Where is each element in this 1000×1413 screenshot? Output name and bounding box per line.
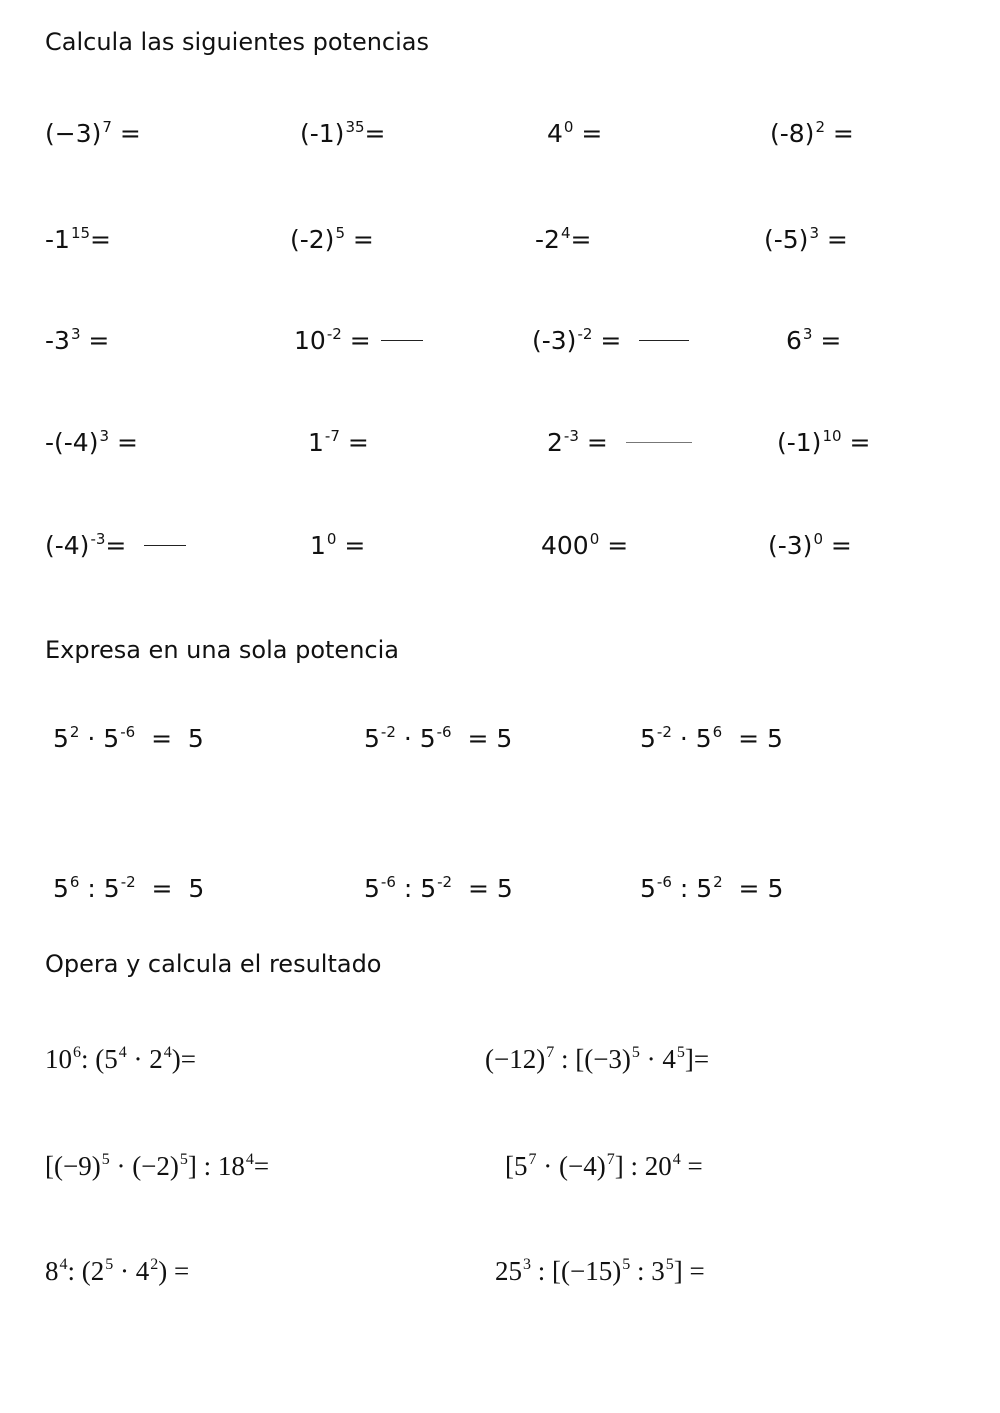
exercise-single-power: $5^6$ : $5^{-2} = 5$ — [53, 873, 205, 903]
section-title-calcula: Calcula las siguientes potencias — [45, 28, 429, 56]
exercise-single-power: $5^{-2} \cdot 5^{-6} = 5$ — [364, 723, 513, 753]
exercise-power: $-2^4=$ — [535, 224, 592, 254]
exercise-power: $1^0$ = — [310, 530, 366, 560]
exercise-operate: $10^6$: $(5^4 \cdot 2^4)=$ — [45, 1044, 196, 1074]
fraction-blank-line — [626, 442, 692, 443]
exercise-operate: $8^4$: $(2^5 \cdot 4^2)$ = — [45, 1256, 190, 1286]
section-title-opera: Opera y calcula el resultado — [45, 950, 382, 978]
section-title-expresa: Expresa en una sola potencia — [45, 636, 399, 664]
exercise-power: $6^3$ = — [786, 325, 842, 355]
exercise-single-power: $5^{-2} \cdot 5^6 = 5$ — [640, 723, 783, 753]
exercise-power: $(-3)^{-2}$ = — [532, 328, 689, 353]
exercise-power: $4^0$ = — [547, 118, 603, 148]
exercise-operate: $25^3$ : [$(-15)^5$ : $3^5$] = — [495, 1256, 705, 1286]
exercise-power: $(-8)^2$ = — [770, 118, 854, 148]
exercise-power: $2^{-3}$ = — [547, 430, 692, 455]
exercise-power: $(-2)^5$ = — [290, 224, 374, 254]
exercise-single-power: $5^{-6}$ : $5^{-2} = 5$ — [364, 873, 513, 903]
exercise-power: $(-3)^7$ = — [45, 118, 141, 148]
exercise-power: $(-1)^{35}=$ — [300, 118, 386, 148]
exercise-power: $-1^{15}=$ — [45, 224, 111, 254]
exercise-power: $(-1)^{10}$ = — [777, 427, 871, 457]
exercise-single-power: $5^{-6}$ : $5^2 = 5$ — [640, 873, 784, 903]
exercise-operate: $(-12)^7$ : $[(-3)^5 \cdot 4^5]=$ — [485, 1044, 710, 1074]
fraction-blank-line — [381, 340, 423, 341]
exercise-power: $10^{-2}$ = — [294, 328, 423, 353]
exercise-operate: $[(-9)^5 \cdot (-2)^5]$ : $18^4=$ — [45, 1151, 270, 1181]
fraction-blank-line — [144, 545, 186, 546]
exercise-power: $(-3)^0$ = — [768, 530, 852, 560]
exercise-power: $400^0$ = — [541, 530, 629, 560]
exercise-power: $(-5)^3$ = — [764, 224, 848, 254]
exercise-power: $1^{-7}$ = — [308, 427, 369, 457]
fraction-blank-line — [639, 340, 689, 341]
exercise-power: $-3^3$ = — [45, 325, 110, 355]
exercise-power: $-(-4)^3$ = — [45, 427, 138, 457]
exercise-operate: $[5^7 \cdot (-4)^7]$ : $20^4$ = — [505, 1151, 703, 1181]
exercise-power: $(-4)^{-3}=$ — [45, 533, 186, 558]
exercise-single-power: $5^2 \cdot 5^{-6} = 5$ — [53, 723, 204, 753]
